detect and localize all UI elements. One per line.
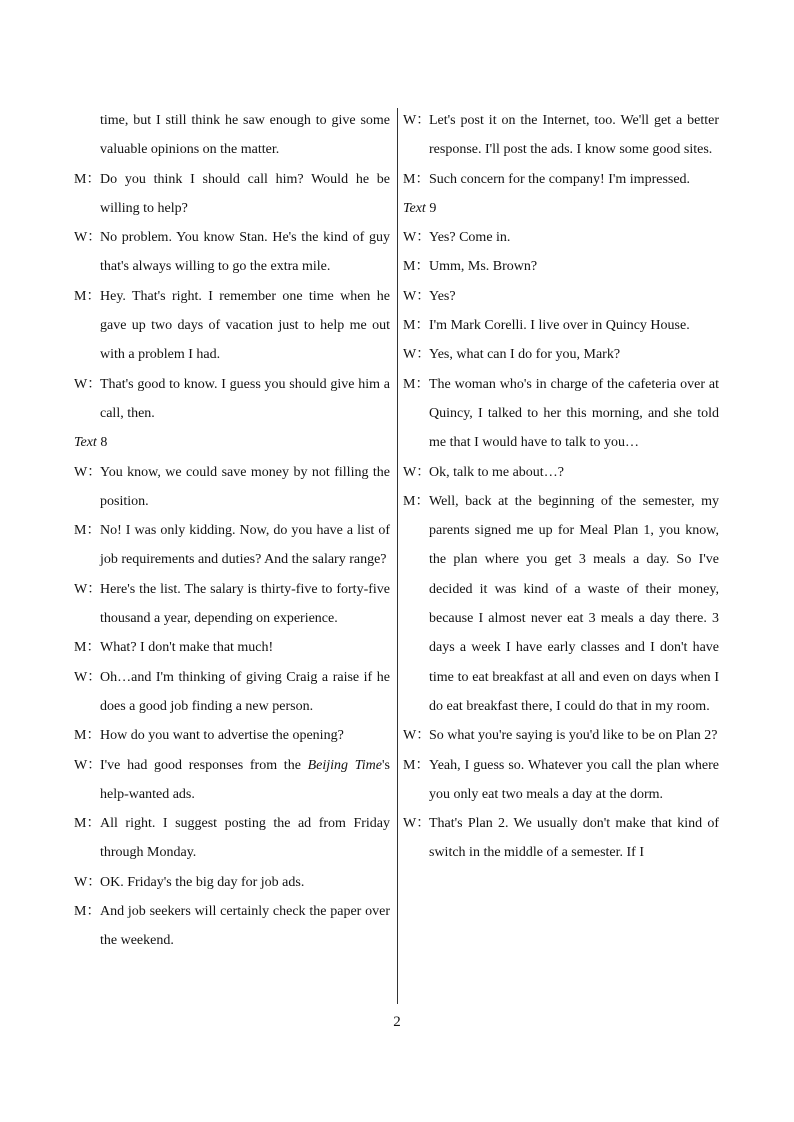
dialogue-continuation: time, but I still think he saw enough to give some valuable opinions on the matter. xyxy=(100,113,390,158)
dialogue-line: M：What? I don't make that much! xyxy=(74,640,274,656)
left-column xyxy=(74,106,390,956)
text-heading: Text 8 xyxy=(74,435,108,451)
dialogue-line: W：That's Plan 2. We usually don't make that kind of switch in the middle of a semester. If I xyxy=(403,816,719,861)
page-number: 2 xyxy=(393,1014,401,1030)
dialogue-line: W：I've had good responses from the Beijing Time's help-wanted ads. xyxy=(74,757,390,802)
dialogue-line: W：So what you're saying is you'd like to be on Plan 2? xyxy=(403,728,718,744)
dialogue-line: M：And job seekers will certainly check the paper over the weekend. xyxy=(74,904,390,949)
right-column xyxy=(403,106,719,868)
dialogue-line: M：Do you think I should call him? Would he be willing to help? xyxy=(74,171,390,216)
dialogue-line: W：Yes? Come in. xyxy=(403,230,511,246)
dialogue-line: M：The woman who's in charge of the cafeteria over at Quincy, I talked to her this morning, and she told me that I would have to talk to you… xyxy=(403,376,719,451)
dialogue-line: M：Umm, Ms. Brown? xyxy=(403,259,538,275)
dialogue-line: M：Yeah, I guess so. Whatever you call the plan where you only eat two meals a day at the dorm. xyxy=(403,757,719,802)
text-heading: Text 9 xyxy=(403,200,437,216)
dialogue-line: M：No! I was only kidding. Now, do you have a list of job requirements and duties? And the salary range? xyxy=(74,523,390,568)
newspaper-title: Beijing Time xyxy=(307,757,382,773)
dialogue-line: M：Hey. That's right. I remember one time when he gave up two days of vacation just to help me out with a problem I had. xyxy=(74,288,390,363)
dialogue-line: W：Oh…and I'm thinking of giving Craig a raise if he does a good job finding a new person. xyxy=(74,669,390,714)
dialogue-line: W：Yes, what can I do for you, Mark? xyxy=(403,347,621,363)
dialogue-line: W：That's good to know. I guess you should give him a call, then. xyxy=(74,376,390,421)
dialogue-line: M：Well, back at the beginning of the semester, my parents signed me up for Meal Plan 1, you know, the plan where you get 3 meals a day. So I've decided it was kind of a waste of their money, because I almost never eat 3 meals a day there. 3 days a week I have early classes and I don't have time to eat breakfast at all and even on days when I do eat breakfast there, I could do that in my room. xyxy=(403,493,719,714)
dialogue-line: M：All right. I suggest posting the ad from Friday through Monday. xyxy=(74,816,390,861)
column-divider xyxy=(397,108,398,1004)
dialogue-line: W：You know, we could save money by not filling the position. xyxy=(74,464,390,509)
dialogue-line: M：Such concern for the company! I'm impressed. xyxy=(403,171,691,187)
dialogue-line: M：How do you want to advertise the opening? xyxy=(74,728,344,744)
dialogue-line: W：Ok, talk to me about…? xyxy=(403,464,564,480)
dialogue-line: W：Let's post it on the Internet, too. We'll get a better response. I'll post the ads. I know some good sites. xyxy=(403,113,719,158)
dialogue-line: W：No problem. You know Stan. He's the kind of guy that's always willing to go the extra mile. xyxy=(74,230,390,275)
dialogue-line: W：Here's the list. The salary is thirty-five to forty-five thousand a year, depending on experience. xyxy=(74,581,390,627)
dialogue-line: W：Yes? xyxy=(403,288,456,304)
dialogue-line: M：I'm Mark Corelli. I live over in Quincy House. xyxy=(403,318,690,334)
dialogue-line: W：OK. Friday's the big day for job ads. xyxy=(74,874,305,890)
